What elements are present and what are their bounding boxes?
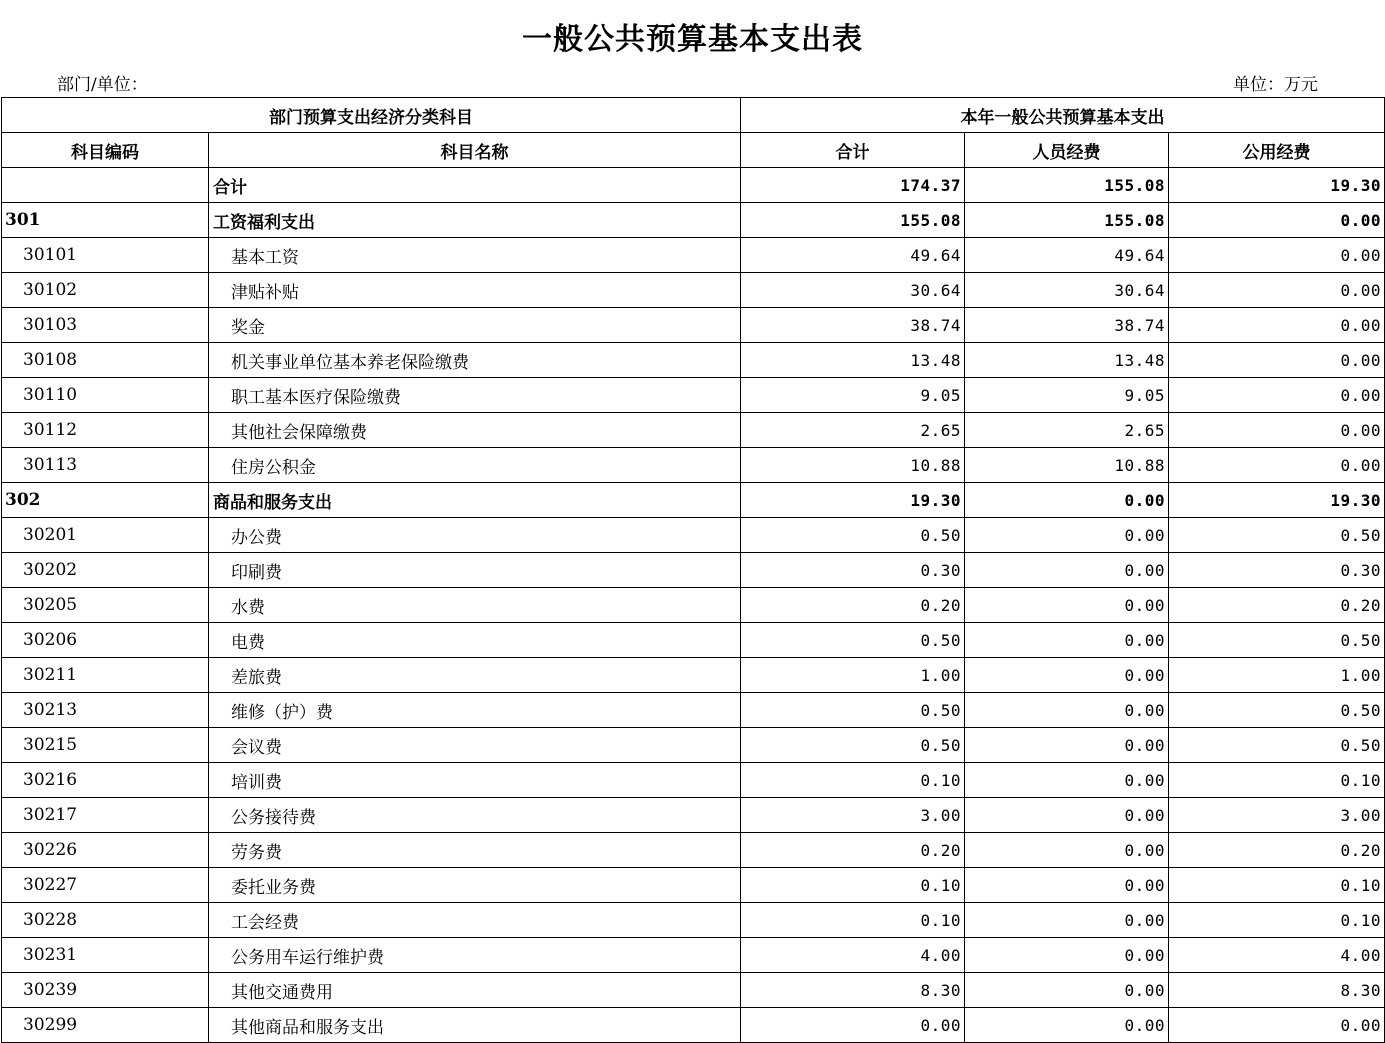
row-public: 0.00 bbox=[1169, 238, 1385, 273]
row-public: 0.20 bbox=[1169, 588, 1385, 623]
row-name: 商品和服务支出 bbox=[209, 483, 741, 518]
table-row bbox=[2, 833, 1385, 868]
row-total: 1.00 bbox=[741, 658, 965, 693]
row-total: 38.74 bbox=[741, 308, 965, 343]
row-name: 委托业务费 bbox=[209, 868, 741, 903]
row-code: 30299 bbox=[2, 1008, 209, 1043]
row-code: 30202 bbox=[2, 553, 209, 588]
header-group-left: 部门预算支出经济分类科目 bbox=[2, 98, 741, 133]
budget-table bbox=[1, 97, 1385, 1043]
row-code: 302 bbox=[2, 483, 209, 518]
row-total: 10.88 bbox=[741, 448, 965, 483]
table-row bbox=[2, 658, 1385, 693]
row-name: 奖金 bbox=[209, 308, 741, 343]
row-public: 0.10 bbox=[1169, 868, 1385, 903]
row-personnel: 0.00 bbox=[965, 903, 1169, 938]
row-public: 4.00 bbox=[1169, 938, 1385, 973]
row-code: 30215 bbox=[2, 728, 209, 763]
row-total: 0.10 bbox=[741, 903, 965, 938]
row-personnel: 0.00 bbox=[965, 868, 1169, 903]
unit-label: 单位：万元 bbox=[1233, 75, 1318, 95]
table-row bbox=[2, 1008, 1385, 1043]
row-name: 印刷费 bbox=[209, 553, 741, 588]
row-name: 会议费 bbox=[209, 728, 741, 763]
row-code: 30227 bbox=[2, 868, 209, 903]
row-personnel: 0.00 bbox=[965, 728, 1169, 763]
table-row bbox=[2, 553, 1385, 588]
row-code: 30226 bbox=[2, 833, 209, 868]
row-total: 0.30 bbox=[741, 553, 965, 588]
row-personnel: 0.00 bbox=[965, 588, 1169, 623]
row-name: 住房公积金 bbox=[209, 448, 741, 483]
row-total: 2.65 bbox=[741, 413, 965, 448]
row-name: 其他商品和服务支出 bbox=[209, 1008, 741, 1043]
row-code: 301 bbox=[2, 203, 209, 238]
row-public: 0.50 bbox=[1169, 693, 1385, 728]
row-name: 维修（护）费 bbox=[209, 693, 741, 728]
row-name: 办公费 bbox=[209, 518, 741, 553]
row-public: 0.10 bbox=[1169, 903, 1385, 938]
row-personnel: 0.00 bbox=[965, 763, 1169, 798]
table-row bbox=[2, 518, 1385, 553]
row-personnel: 0.00 bbox=[965, 833, 1169, 868]
row-public: 0.00 bbox=[1169, 308, 1385, 343]
row-code: 30216 bbox=[2, 763, 209, 798]
row-name: 工资福利支出 bbox=[209, 203, 741, 238]
row-name: 水费 bbox=[209, 588, 741, 623]
row-personnel: 0.00 bbox=[965, 1008, 1169, 1043]
table-row bbox=[2, 168, 1385, 203]
row-public: 19.30 bbox=[1169, 483, 1385, 518]
row-code: 30217 bbox=[2, 798, 209, 833]
table-row bbox=[2, 903, 1385, 938]
table-row bbox=[2, 448, 1385, 483]
table-row bbox=[2, 798, 1385, 833]
row-personnel: 0.00 bbox=[965, 553, 1169, 588]
row-name: 工会经费 bbox=[209, 903, 741, 938]
row-code: 30101 bbox=[2, 238, 209, 273]
header-total: 合计 bbox=[741, 133, 965, 168]
header-code: 科目编码 bbox=[2, 133, 209, 168]
row-name: 职工基本医疗保险缴费 bbox=[209, 378, 741, 413]
table-row bbox=[2, 728, 1385, 763]
row-code: 30112 bbox=[2, 413, 209, 448]
table-row bbox=[2, 273, 1385, 308]
row-total: 0.20 bbox=[741, 833, 965, 868]
row-name: 公务接待费 bbox=[209, 798, 741, 833]
row-public: 3.00 bbox=[1169, 798, 1385, 833]
row-code: 30201 bbox=[2, 518, 209, 553]
row-name: 基本工资 bbox=[209, 238, 741, 273]
row-personnel: 0.00 bbox=[965, 658, 1169, 693]
row-name: 公务用车运行维护费 bbox=[209, 938, 741, 973]
row-code: 30113 bbox=[2, 448, 209, 483]
row-public: 0.50 bbox=[1169, 728, 1385, 763]
row-total: 0.20 bbox=[741, 588, 965, 623]
row-code: 30102 bbox=[2, 273, 209, 308]
row-code: 30239 bbox=[2, 973, 209, 1008]
row-personnel: 0.00 bbox=[965, 973, 1169, 1008]
row-personnel: 10.88 bbox=[965, 448, 1169, 483]
row-code: 30108 bbox=[2, 343, 209, 378]
row-personnel: 30.64 bbox=[965, 273, 1169, 308]
row-public: 19.30 bbox=[1169, 168, 1385, 203]
row-public: 0.50 bbox=[1169, 518, 1385, 553]
row-personnel: 155.08 bbox=[965, 203, 1169, 238]
table-row bbox=[2, 308, 1385, 343]
row-total: 4.00 bbox=[741, 938, 965, 973]
row-code: 30213 bbox=[2, 693, 209, 728]
table-row bbox=[2, 483, 1385, 518]
row-total: 174.37 bbox=[741, 168, 965, 203]
table-row bbox=[2, 973, 1385, 1008]
row-name: 机关事业单位基本养老保险缴费 bbox=[209, 343, 741, 378]
row-public: 0.00 bbox=[1169, 413, 1385, 448]
row-total: 0.50 bbox=[741, 518, 965, 553]
row-total: 3.00 bbox=[741, 798, 965, 833]
row-personnel: 0.00 bbox=[965, 798, 1169, 833]
row-name: 津贴补贴 bbox=[209, 273, 741, 308]
row-personnel: 155.08 bbox=[965, 168, 1169, 203]
row-name: 劳务费 bbox=[209, 833, 741, 868]
row-code: 30211 bbox=[2, 658, 209, 693]
header-name: 科目名称 bbox=[209, 133, 741, 168]
row-public: 0.10 bbox=[1169, 763, 1385, 798]
row-total: 0.10 bbox=[741, 868, 965, 903]
row-personnel: 49.64 bbox=[965, 238, 1169, 273]
table-row bbox=[2, 763, 1385, 798]
row-public: 0.00 bbox=[1169, 1008, 1385, 1043]
table-row bbox=[2, 938, 1385, 973]
row-public: 0.20 bbox=[1169, 833, 1385, 868]
row-code bbox=[2, 168, 209, 203]
row-total: 0.10 bbox=[741, 763, 965, 798]
row-public: 0.00 bbox=[1169, 203, 1385, 238]
row-public: 0.30 bbox=[1169, 553, 1385, 588]
row-public: 0.50 bbox=[1169, 623, 1385, 658]
row-personnel: 0.00 bbox=[965, 623, 1169, 658]
row-total: 0.50 bbox=[741, 623, 965, 658]
table-row bbox=[2, 343, 1385, 378]
table-row bbox=[2, 378, 1385, 413]
row-total: 0.50 bbox=[741, 728, 965, 763]
table-row bbox=[2, 623, 1385, 658]
table-body bbox=[2, 168, 1385, 1043]
row-personnel: 9.05 bbox=[965, 378, 1169, 413]
row-code: 30103 bbox=[2, 308, 209, 343]
row-personnel: 0.00 bbox=[965, 518, 1169, 553]
row-code: 30228 bbox=[2, 903, 209, 938]
header-public: 公用经费 bbox=[1169, 133, 1385, 168]
row-personnel: 0.00 bbox=[965, 938, 1169, 973]
row-public: 0.00 bbox=[1169, 448, 1385, 483]
row-name: 电费 bbox=[209, 623, 741, 658]
row-public: 1.00 bbox=[1169, 658, 1385, 693]
row-total: 155.08 bbox=[741, 203, 965, 238]
header-column-row bbox=[2, 133, 1385, 168]
row-total: 0.50 bbox=[741, 693, 965, 728]
table-row bbox=[2, 203, 1385, 238]
table-row bbox=[2, 693, 1385, 728]
header-group-right: 本年一般公共预算基本支出 bbox=[741, 98, 1385, 133]
row-code: 30110 bbox=[2, 378, 209, 413]
header-personnel: 人员经费 bbox=[965, 133, 1169, 168]
row-public: 0.00 bbox=[1169, 273, 1385, 308]
table-row bbox=[2, 238, 1385, 273]
row-personnel: 38.74 bbox=[965, 308, 1169, 343]
table-row bbox=[2, 413, 1385, 448]
row-name: 培训费 bbox=[209, 763, 741, 798]
row-total: 8.30 bbox=[741, 973, 965, 1008]
row-total: 9.05 bbox=[741, 378, 965, 413]
row-personnel: 0.00 bbox=[965, 483, 1169, 518]
table-row bbox=[2, 588, 1385, 623]
row-code: 30206 bbox=[2, 623, 209, 658]
row-name: 其他交通费用 bbox=[209, 973, 741, 1008]
table-row bbox=[2, 868, 1385, 903]
page-title: 一般公共预算基本支出表 bbox=[522, 22, 863, 57]
row-code: 30205 bbox=[2, 588, 209, 623]
row-total: 0.00 bbox=[741, 1008, 965, 1043]
row-public: 8.30 bbox=[1169, 973, 1385, 1008]
row-name: 其他社会保障缴费 bbox=[209, 413, 741, 448]
row-total: 30.64 bbox=[741, 273, 965, 308]
department-label: 部门/单位： bbox=[57, 75, 148, 95]
row-total: 13.48 bbox=[741, 343, 965, 378]
row-public: 0.00 bbox=[1169, 378, 1385, 413]
row-code: 30231 bbox=[2, 938, 209, 973]
row-personnel: 0.00 bbox=[965, 693, 1169, 728]
row-public: 0.00 bbox=[1169, 343, 1385, 378]
row-personnel: 2.65 bbox=[965, 413, 1169, 448]
row-name: 差旅费 bbox=[209, 658, 741, 693]
row-total: 49.64 bbox=[741, 238, 965, 273]
row-personnel: 13.48 bbox=[965, 343, 1169, 378]
row-name: 合计 bbox=[209, 168, 741, 203]
header-group-row bbox=[2, 98, 1385, 133]
row-total: 19.30 bbox=[741, 483, 965, 518]
